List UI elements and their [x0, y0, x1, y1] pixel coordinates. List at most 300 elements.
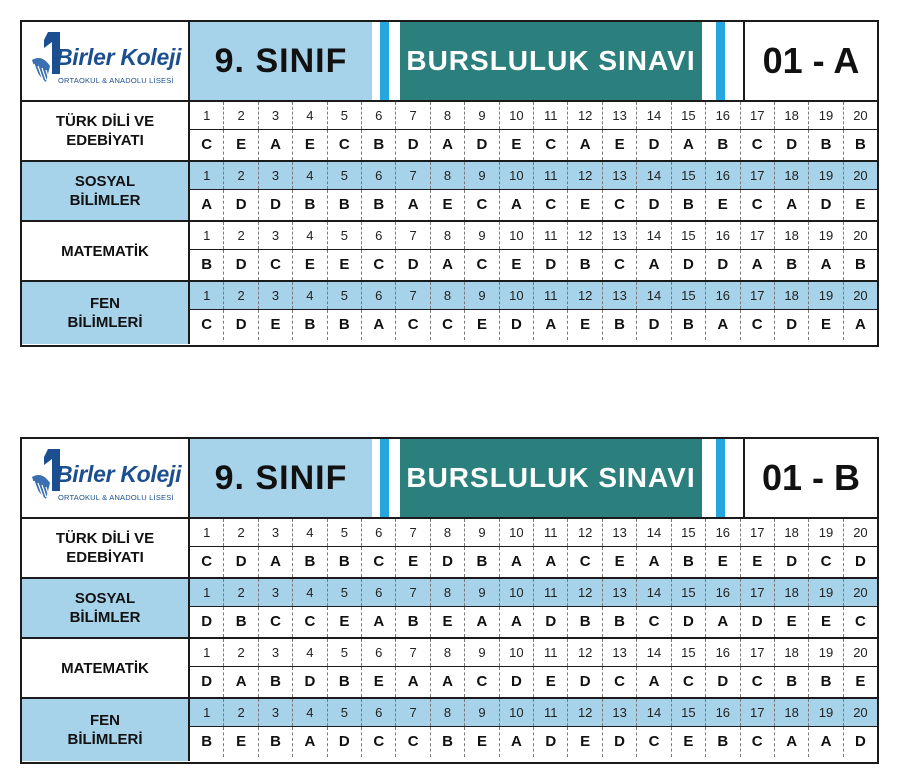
answer-cell: A: [809, 250, 843, 280]
question-number: 12: [568, 699, 602, 726]
question-number: 17: [741, 162, 775, 189]
question-number: 2: [224, 519, 258, 546]
answer-cell: A: [431, 250, 465, 280]
question-number: 7: [396, 162, 430, 189]
answer-cell: D: [775, 547, 809, 577]
question-number: 12: [568, 222, 602, 249]
answer-cell: D: [224, 310, 258, 340]
answer-cell: C: [465, 667, 499, 697]
question-number: 16: [706, 162, 740, 189]
answer-cell: A: [500, 190, 534, 220]
answer-cell: B: [328, 190, 362, 220]
answer-cell: D: [190, 667, 224, 697]
answer-cell: A: [259, 547, 293, 577]
subject-name-line: BİLİMLER: [69, 192, 141, 209]
question-number: 12: [568, 519, 602, 546]
answer-cell: D: [396, 130, 430, 160]
answer-cell: A: [706, 607, 740, 637]
answer-grid: [190, 519, 877, 577]
question-number: 2: [224, 102, 258, 129]
school-logo: [22, 439, 190, 517]
question-number: 12: [568, 579, 602, 606]
subject-name: [56, 112, 154, 150]
question-number: 8: [431, 222, 465, 249]
answer-cell: A: [500, 547, 534, 577]
answer-cell: D: [741, 607, 775, 637]
question-number: 19: [809, 102, 843, 129]
sheet-header: [22, 439, 877, 519]
subject-section: [22, 162, 877, 222]
answer-cell: A: [637, 667, 671, 697]
answer-cell: B: [672, 547, 706, 577]
question-number: 15: [672, 699, 706, 726]
answer-cell: C: [328, 130, 362, 160]
question-number: 15: [672, 102, 706, 129]
question-number: 2: [224, 282, 258, 309]
answer-cell: E: [706, 547, 740, 577]
question-number: 14: [637, 519, 671, 546]
answer-cell: D: [293, 667, 327, 697]
answer-cell: C: [534, 130, 568, 160]
answer-cell: D: [672, 607, 706, 637]
question-number: 16: [706, 699, 740, 726]
answer-grid: [190, 102, 877, 160]
answer-cell: D: [190, 607, 224, 637]
answer-cell: E: [603, 547, 637, 577]
question-number: 4: [293, 699, 327, 726]
question-number: 9: [465, 222, 499, 249]
question-number: 15: [672, 222, 706, 249]
subject-name: [56, 529, 154, 567]
answer-cell: C: [259, 250, 293, 280]
answer-cell: E: [465, 727, 499, 757]
header-stripe: [389, 22, 400, 100]
question-number: 11: [534, 699, 568, 726]
answer-cell: E: [568, 310, 602, 340]
answer-row: [190, 727, 877, 757]
question-number: 10: [500, 162, 534, 189]
subject-label: [22, 102, 190, 160]
answer-cell: E: [500, 130, 534, 160]
answer-cell: D: [672, 250, 706, 280]
answer-cell: B: [259, 727, 293, 757]
answer-cell: E: [328, 250, 362, 280]
answer-grid: [190, 699, 877, 761]
header-stripe: [725, 22, 743, 100]
answer-cell: C: [855, 613, 866, 630]
question-number-row: [190, 699, 877, 727]
header-stripe: [702, 439, 716, 517]
question-number: 7: [396, 102, 430, 129]
question-number: 20: [853, 525, 868, 540]
question-number: 16: [706, 639, 740, 666]
subject-name: [70, 589, 141, 627]
answer-row: [190, 130, 877, 160]
answer-cell: D: [855, 733, 866, 750]
answer-cell: C: [568, 547, 602, 577]
question-number: 6: [362, 162, 396, 189]
question-number: 7: [396, 579, 430, 606]
answer-cell: D: [224, 190, 258, 220]
question-number: 8: [431, 699, 465, 726]
answer-cell: B: [775, 667, 809, 697]
question-number: 17: [741, 222, 775, 249]
answer-cell: A: [465, 607, 499, 637]
question-number: 17: [741, 699, 775, 726]
question-number: 14: [637, 579, 671, 606]
answer-cell: D: [809, 190, 843, 220]
question-number: 1: [190, 699, 224, 726]
subject-name: [61, 659, 149, 678]
school-name: Birler Koleji: [56, 461, 182, 487]
question-number: 15: [672, 519, 706, 546]
answer-row: [190, 310, 877, 340]
answer-grid: [190, 579, 877, 637]
question-number: 18: [775, 639, 809, 666]
answer-cell: B: [396, 607, 430, 637]
question-number: 20: [853, 168, 868, 183]
question-number: 19: [809, 222, 843, 249]
answer-cell: C: [603, 190, 637, 220]
question-number: 7: [396, 282, 430, 309]
answer-cell: E: [259, 310, 293, 340]
header-stripe: [380, 22, 389, 100]
subject-name-line: BİLİMLERİ: [67, 314, 143, 331]
answer-grid: [190, 639, 877, 697]
subject-section: [22, 519, 877, 579]
question-number: 18: [775, 519, 809, 546]
answer-cell: A: [500, 607, 534, 637]
answer-cell: E: [809, 310, 843, 340]
question-number: 1: [190, 222, 224, 249]
answer-cell: D: [500, 667, 534, 697]
answer-cell: B: [328, 547, 362, 577]
subject-name: [70, 172, 141, 210]
answer-cell: E: [741, 547, 775, 577]
question-number: 16: [706, 102, 740, 129]
header-stripe: [372, 22, 380, 100]
answer-cell: C: [190, 130, 224, 160]
question-number: 4: [293, 222, 327, 249]
answer-cell: C: [603, 667, 637, 697]
question-number: 20: [853, 585, 868, 600]
question-number: 14: [637, 102, 671, 129]
question-number: 3: [259, 519, 293, 546]
question-number: 11: [534, 102, 568, 129]
answer-cell: C: [809, 547, 843, 577]
answer-cell: D: [855, 553, 866, 570]
question-number: 12: [568, 282, 602, 309]
subject-name-line: BİLİMLERİ: [67, 731, 143, 748]
subject-name-line: FEN: [90, 712, 120, 729]
answer-cell: C: [396, 310, 430, 340]
question-number: 13: [603, 579, 637, 606]
header-stripe: [725, 439, 743, 517]
answer-cell: E: [465, 310, 499, 340]
question-number: 13: [603, 102, 637, 129]
subject-section: [22, 639, 877, 699]
subject-name-line: BİLİMLER: [69, 609, 141, 626]
booklet-code: 01 - B: [743, 439, 877, 517]
answer-cell: C: [637, 607, 671, 637]
question-number: 2: [224, 579, 258, 606]
answer-cell: C: [741, 667, 775, 697]
subject-section: [22, 579, 877, 639]
answer-cell: B: [855, 136, 866, 153]
answer-cell: B: [293, 547, 327, 577]
header-stripe: [702, 22, 716, 100]
subject-name-line: TÜRK DİLİ VE: [55, 530, 155, 547]
question-number: 7: [396, 639, 430, 666]
question-number: 8: [431, 579, 465, 606]
answer-cell: A: [500, 727, 534, 757]
answer-cell: A: [293, 727, 327, 757]
sheet-header: [22, 22, 877, 102]
answer-cell: E: [855, 196, 866, 213]
answer-cell: B: [293, 190, 327, 220]
answer-cell: B: [568, 250, 602, 280]
answer-cell: D: [534, 727, 568, 757]
question-number: 19: [809, 162, 843, 189]
subject-name-line: SOSYAL: [74, 590, 136, 607]
question-number-row: [190, 579, 877, 607]
question-number: 1: [190, 639, 224, 666]
header-stripe: [372, 439, 380, 517]
answer-cell: D: [500, 310, 534, 340]
answer-cell: A: [741, 250, 775, 280]
question-number: 14: [637, 699, 671, 726]
answer-key-sheet-b: [20, 437, 879, 764]
answer-cell: D: [775, 130, 809, 160]
question-number: 15: [672, 282, 706, 309]
question-number: 19: [809, 699, 843, 726]
answer-cell: B: [328, 310, 362, 340]
question-number: 13: [603, 519, 637, 546]
question-number: 13: [603, 162, 637, 189]
question-number: 18: [775, 699, 809, 726]
question-number: 12: [568, 102, 602, 129]
subject-name-line: EDEBİYATI: [66, 549, 144, 566]
question-number: 6: [362, 222, 396, 249]
question-number: 6: [362, 102, 396, 129]
answer-cell: B: [362, 130, 396, 160]
question-number: 4: [293, 639, 327, 666]
question-number: 18: [775, 222, 809, 249]
subject-section: [22, 102, 877, 162]
answer-cell: A: [224, 667, 258, 697]
question-number: 20: [853, 288, 868, 303]
answer-cell: B: [259, 667, 293, 697]
answer-cell: B: [568, 607, 602, 637]
question-number: 3: [259, 282, 293, 309]
answer-cell: B: [809, 130, 843, 160]
answer-grid: [190, 162, 877, 220]
header-stripe: [380, 439, 389, 517]
answer-cell: B: [431, 727, 465, 757]
subject-name: [68, 294, 143, 332]
question-number: 5: [328, 282, 362, 309]
answer-cell: C: [741, 130, 775, 160]
question-number: 9: [465, 282, 499, 309]
question-number: 16: [706, 282, 740, 309]
question-number: 12: [568, 639, 602, 666]
question-number: 6: [362, 519, 396, 546]
answer-row: [190, 547, 877, 577]
answer-cell: C: [465, 250, 499, 280]
subject-name: [68, 711, 143, 749]
grade-label: 9. SINIF: [214, 42, 348, 80]
question-number: 11: [534, 162, 568, 189]
answer-grid: [190, 222, 877, 280]
question-number: 1: [190, 162, 224, 189]
question-number: 1: [190, 282, 224, 309]
answer-cell: E: [706, 190, 740, 220]
answer-cell: E: [396, 547, 430, 577]
answer-cell: E: [431, 607, 465, 637]
question-number: 13: [603, 282, 637, 309]
answer-row: [190, 190, 877, 220]
answer-cell: A: [362, 607, 396, 637]
answer-cell: B: [465, 547, 499, 577]
question-number: 1: [190, 519, 224, 546]
question-number-row: [190, 222, 877, 250]
question-number: 20: [853, 645, 868, 660]
answer-cell: D: [706, 667, 740, 697]
header-stripe: [716, 439, 725, 517]
question-number: 1: [190, 102, 224, 129]
question-number: 14: [637, 282, 671, 309]
question-number: 9: [465, 519, 499, 546]
question-number: 5: [328, 639, 362, 666]
answer-cell: B: [362, 190, 396, 220]
answer-cell: D: [328, 727, 362, 757]
question-number: 20: [853, 228, 868, 243]
subject-name-line: SOSYAL: [74, 173, 136, 190]
question-number: 15: [672, 162, 706, 189]
question-number: 5: [328, 699, 362, 726]
question-number: 14: [637, 639, 671, 666]
answer-cell: A: [190, 190, 224, 220]
answer-cell: A: [637, 250, 671, 280]
answer-cell: C: [293, 607, 327, 637]
question-number: 1: [190, 579, 224, 606]
answer-cell: E: [534, 667, 568, 697]
answer-cell: D: [637, 310, 671, 340]
answer-cell: A: [259, 130, 293, 160]
question-number: 2: [224, 639, 258, 666]
answer-cell: D: [431, 547, 465, 577]
subject-name-line: EDEBİYATI: [66, 132, 144, 149]
answer-row: [190, 607, 877, 637]
header-stripe: [716, 22, 725, 100]
answer-cell: C: [672, 667, 706, 697]
answer-cell: D: [568, 667, 602, 697]
answer-cell: D: [259, 190, 293, 220]
question-number: 12: [568, 162, 602, 189]
answer-cell: A: [431, 130, 465, 160]
subject-label: [22, 162, 190, 220]
subject-label: [22, 639, 190, 697]
question-number: 16: [706, 519, 740, 546]
answer-cell: E: [855, 673, 866, 690]
exam-title: BURSLULUK SINAVI: [400, 439, 702, 517]
school-name: Birler Koleji: [56, 44, 182, 70]
answer-cell: C: [465, 190, 499, 220]
question-number-row: [190, 282, 877, 310]
question-number: 16: [706, 579, 740, 606]
question-number: 2: [224, 699, 258, 726]
question-number: 5: [328, 162, 362, 189]
question-number: 3: [259, 579, 293, 606]
question-number: 15: [672, 639, 706, 666]
subject-name-line: MATEMATİK: [61, 659, 149, 677]
school-subtitle: ORTAOKUL & ANADOLU LİSESİ: [58, 76, 174, 85]
answer-cell: C: [741, 310, 775, 340]
question-number: 20: [853, 108, 868, 123]
subject-label: [22, 282, 190, 344]
answer-cell: B: [706, 727, 740, 757]
answer-cell: A: [396, 190, 430, 220]
subject-label: [22, 699, 190, 761]
answer-cell: E: [809, 607, 843, 637]
answer-cell: E: [362, 667, 396, 697]
question-number: 10: [500, 639, 534, 666]
answer-cell: C: [190, 547, 224, 577]
question-number: 8: [431, 639, 465, 666]
question-number: 16: [706, 222, 740, 249]
question-number: 7: [396, 519, 430, 546]
answer-cell: E: [568, 727, 602, 757]
answer-cell: B: [603, 607, 637, 637]
header-stripe: [389, 439, 400, 517]
question-number: 4: [293, 102, 327, 129]
subject-name: [61, 242, 149, 261]
answer-cell: D: [603, 727, 637, 757]
answer-cell: B: [190, 727, 224, 757]
answer-cell: E: [224, 727, 258, 757]
answer-cell: A: [809, 727, 843, 757]
question-number-row: [190, 639, 877, 667]
question-number: 18: [775, 162, 809, 189]
answer-cell: B: [328, 667, 362, 697]
answer-cell: C: [362, 547, 396, 577]
subject-section: [22, 222, 877, 282]
question-number-row: [190, 162, 877, 190]
subject-name-line: TÜRK DİLİ VE: [55, 113, 155, 130]
question-number: 17: [741, 639, 775, 666]
exam-title: BURSLULUK SINAVI: [400, 22, 702, 100]
question-number: 9: [465, 699, 499, 726]
answer-cell: A: [534, 547, 568, 577]
question-number: 19: [809, 519, 843, 546]
question-number: 2: [224, 222, 258, 249]
answer-cell: E: [568, 190, 602, 220]
answer-cell: B: [672, 190, 706, 220]
question-number: 11: [534, 222, 568, 249]
answer-cell: C: [637, 727, 671, 757]
answer-cell: D: [396, 250, 430, 280]
answer-cell: A: [775, 727, 809, 757]
question-number: 3: [259, 699, 293, 726]
question-number: 10: [500, 282, 534, 309]
answer-cell: E: [293, 130, 327, 160]
school-logo: [22, 22, 190, 100]
answer-cell: C: [741, 727, 775, 757]
question-number: 2: [224, 162, 258, 189]
question-number: 6: [362, 282, 396, 309]
question-number: 8: [431, 102, 465, 129]
answer-cell: B: [603, 310, 637, 340]
